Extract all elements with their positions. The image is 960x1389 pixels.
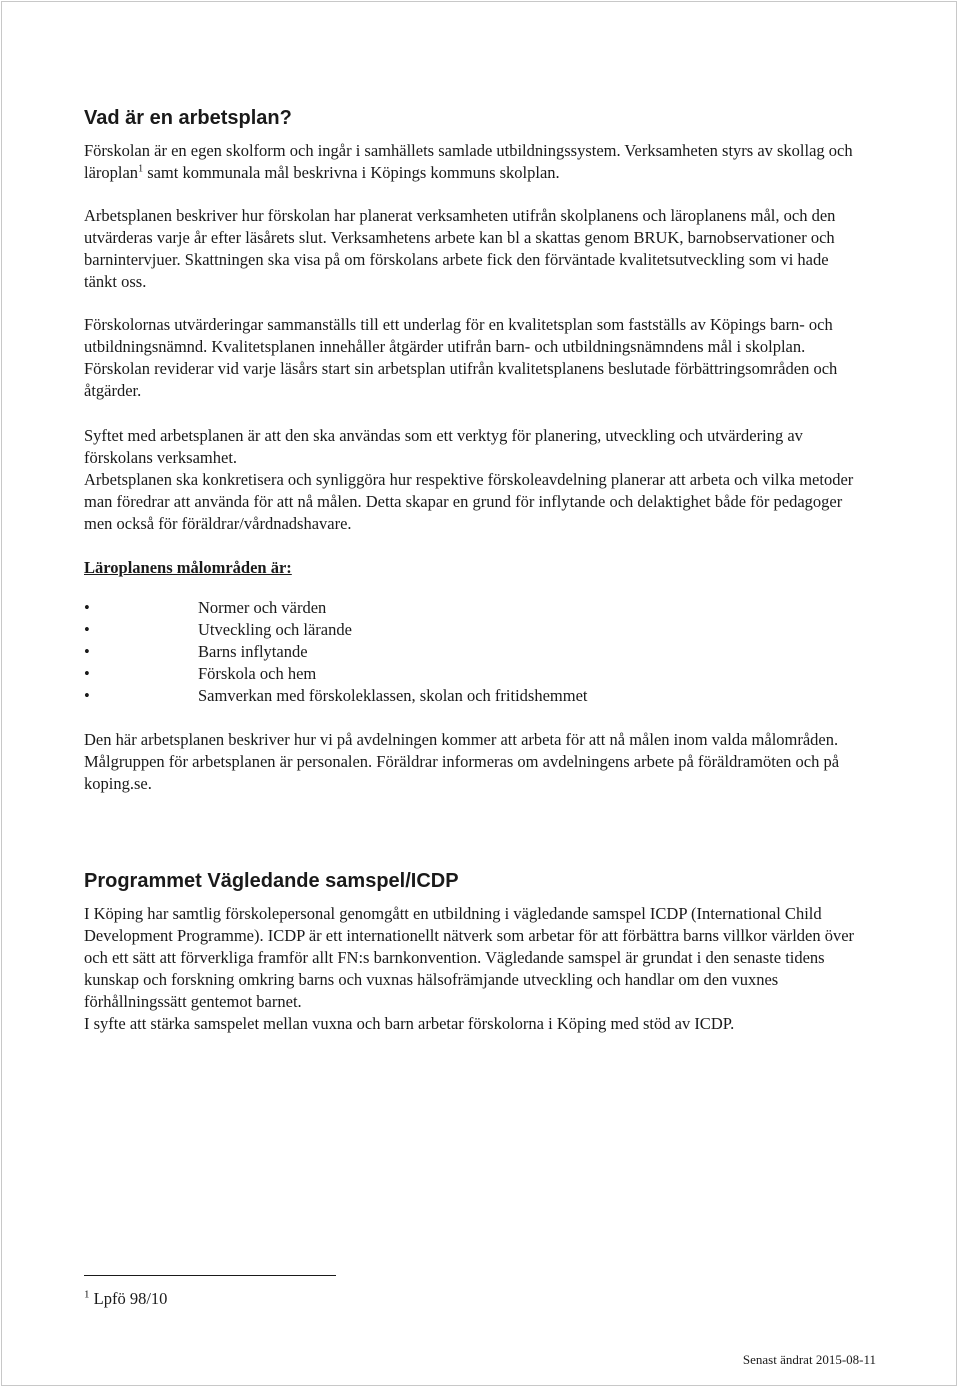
list-item: • Samverkan med förskoleklassen, skolan och fritidshemmet	[84, 686, 588, 705]
paragraph-concretize: Arbetsplanen ska konkretisera och synliggöra hur respektive förskoleavdelning planerar att arbeta och vilka metoder man föredrar att använda för att nå målen. Detta skapar en grund för inflytande och delaktighet både för pedagoger men också för föräldrar/vårdnadshavare.	[84, 470, 854, 533]
list-item: • Utveckling och lärande	[84, 620, 352, 639]
bullet-icon: •	[84, 598, 90, 617]
goal-area-list	[84, 597, 864, 707]
last-modified-footer: Senast ändrat 2015-08-11	[742, 1352, 876, 1367]
page-content	[84, 104, 864, 1035]
subheading-malomraden: Läroplanens målområden är:	[84, 558, 292, 577]
section-heading-arbetsplan: Vad är en arbetsplan?	[84, 107, 292, 129]
list-item: • Förskola och hem	[84, 664, 317, 683]
bullet-icon: •	[84, 620, 90, 639]
section-heading-icdp: Programmet Vägledande samspel/ICDP	[84, 870, 459, 892]
paragraph-purpose: Syftet med arbetsplanen är att den ska användas som ett verktyg för planering, utveckling och utvärdering av förskolans verksamhet.	[84, 426, 803, 467]
footnote	[84, 1288, 167, 1310]
paragraph-intro-text-end: samt kommunala mål beskrivna i Köpings kommuns skolplan.	[143, 163, 560, 182]
bullet-icon: •	[84, 686, 90, 705]
paragraph-icdp-purpose: I syfte att stärka samspelet mellan vuxna och barn arbetar förskolorna i Köping med stöd av ICDP.	[84, 1014, 735, 1033]
paragraph-icdp: I Köping har samtlig förskolepersonal genomgått en utbildning i vägledande samspel ICDP (International Child Development Programme). ICDP är ett internationellt nätverk som arbetar för att förbättra barns villkor världen över och ett sätt att förverkliga framför allt FN:s barnkonvention. Vägledande samspel är grundat i den senaste tidens kunskap och forskning omkring barns och vuxnas hälsofrämjande utveckling och handlar om den vuxnes förhållningssätt gentemot barnet.	[84, 904, 855, 1011]
footnote-divider	[84, 1275, 336, 1276]
list-item: • Barns inflytande	[84, 642, 308, 661]
footnote-text: Lpfö 98/10	[89, 1289, 168, 1308]
list-item: • Normer och värden	[84, 598, 327, 617]
paragraph-evaluation: Förskolornas utvärderingar sammanställs till ett underlag för en kvalitetsplan som fastställs av Köpings barn- och utbildningsnämnd. Kvalitetsplanen innehåller åtgärder utifrån barn- och utbildningsnämndens mål i skolplan.	[84, 315, 833, 356]
bullet-icon: •	[84, 664, 90, 683]
paragraph-revision: Förskolan reviderar vid varje läsårs start sin arbetsplan utifrån kvalitetsplanens beslutade förbättringsområden och åtgärder.	[84, 359, 838, 400]
paragraph-description: Arbetsplanen beskriver hur förskolan har planerat verksamheten utifrån skolplanens och läroplanens mål, och den utvärderas varje år efter läsårets slut. Verksamhetens arbete kan bl a skattas genom BRUK, barnobservationer och barnintervjuer. Skattningen ska visa på om förskolans arbete fick den förväntade kvalitetsutveckling som vi hade tänkt oss.	[84, 206, 836, 291]
paragraph-intro	[84, 140, 864, 184]
bullet-icon: •	[84, 642, 90, 661]
footnote-reference: 1	[138, 163, 144, 175]
paragraph-intro-text: Förskolan är en egen skolform och ingår i samhällets samlade utbildningssystem. Verksamheten styrs av skollag och läroplan	[84, 141, 853, 182]
footnote-marker: 1	[84, 1288, 90, 1301]
paragraph-target-group: Den här arbetsplanen beskriver hur vi på avdelningen kommer att arbeta för att nå målen inom valda målområden. Målgruppen för arbetsplanen är personalen. Föräldrar informeras om avdelningens arbete på föräldramöten och på koping.se.	[84, 730, 840, 793]
